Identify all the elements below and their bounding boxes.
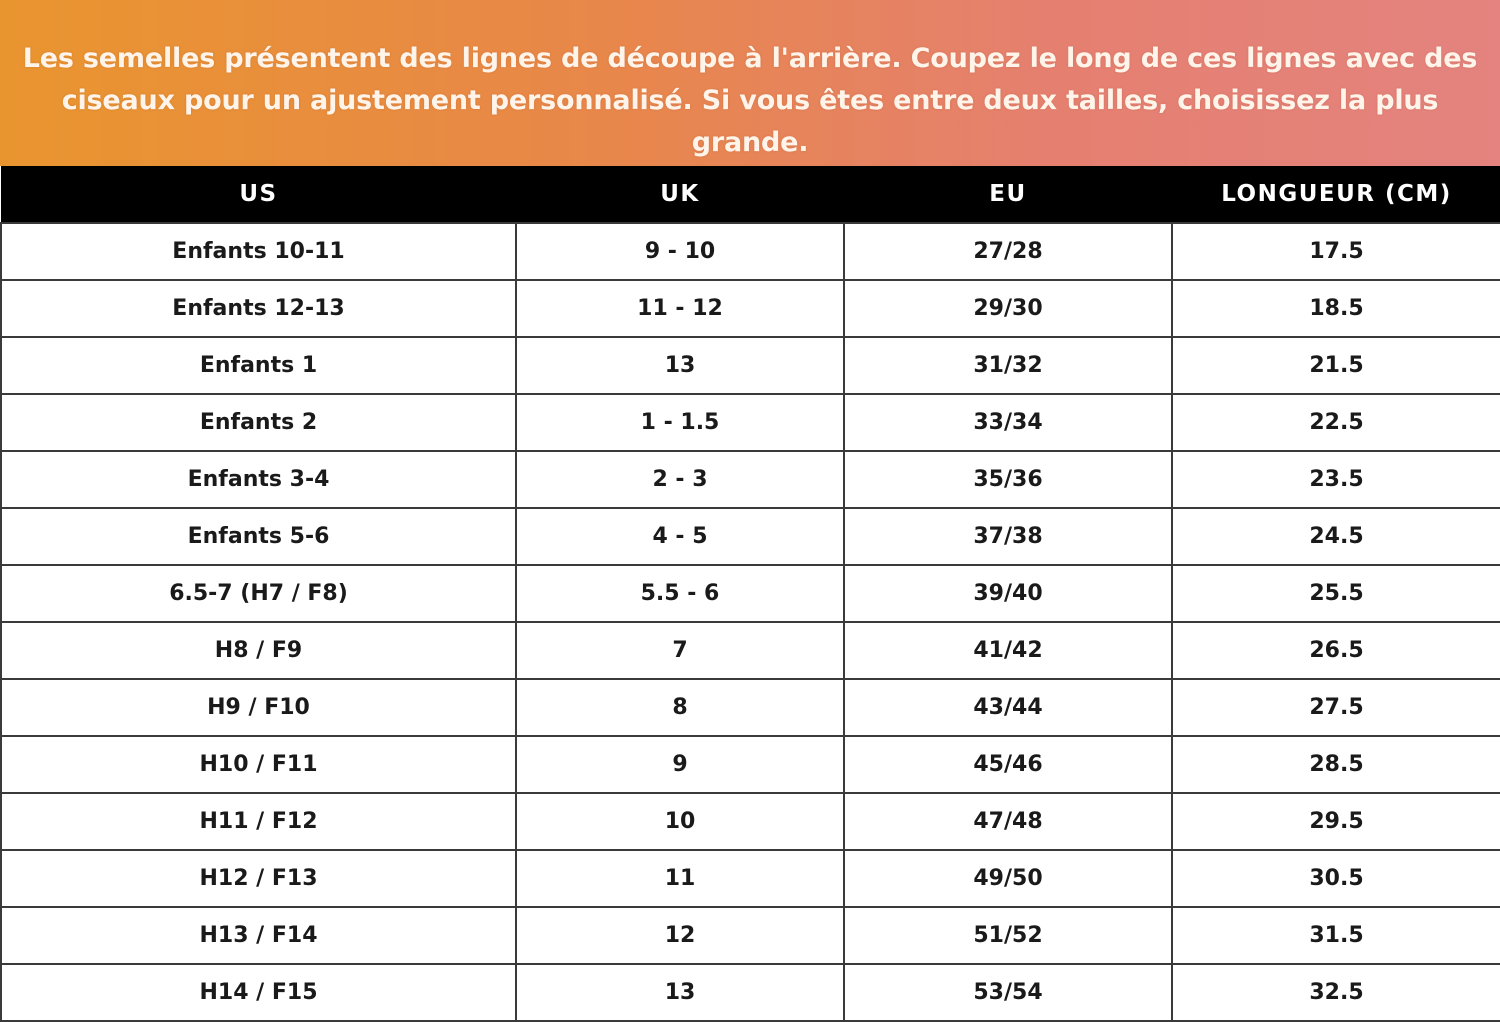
table-row xyxy=(1,223,1500,280)
table-row xyxy=(1,337,1500,394)
cell-eu: 47/48 xyxy=(844,793,1172,850)
cell-eu: 33/34 xyxy=(844,394,1172,451)
cell-us: H14 / F15 xyxy=(1,964,516,1021)
cell-length-cm: 27.5 xyxy=(1172,679,1500,736)
cell-eu: 37/38 xyxy=(844,508,1172,565)
cell-uk: 2 - 3 xyxy=(516,451,844,508)
cell-length-cm: 28.5 xyxy=(1172,736,1500,793)
header-eu: EU xyxy=(844,166,1172,223)
cell-us: H9 / F10 xyxy=(1,679,516,736)
cell-length-cm: 18.5 xyxy=(1172,280,1500,337)
table-row xyxy=(1,622,1500,679)
table-row xyxy=(1,850,1500,907)
cell-us: Enfants 3-4 xyxy=(1,451,516,508)
cell-us: H12 / F13 xyxy=(1,850,516,907)
cell-eu: 31/32 xyxy=(844,337,1172,394)
cell-uk: 7 xyxy=(516,622,844,679)
cell-us: Enfants 1 xyxy=(1,337,516,394)
header-row xyxy=(1,166,1500,223)
cell-uk: 12 xyxy=(516,907,844,964)
cell-uk: 13 xyxy=(516,337,844,394)
cell-uk: 11 - 12 xyxy=(516,280,844,337)
cell-uk: 8 xyxy=(516,679,844,736)
cell-length-cm: 22.5 xyxy=(1172,394,1500,451)
table-row xyxy=(1,394,1500,451)
cell-eu: 35/36 xyxy=(844,451,1172,508)
cell-uk: 9 xyxy=(516,736,844,793)
cell-uk: 11 xyxy=(516,850,844,907)
cell-uk: 5.5 - 6 xyxy=(516,565,844,622)
table-row xyxy=(1,280,1500,337)
table-row xyxy=(1,679,1500,736)
instructions-banner xyxy=(0,0,1500,166)
table-body xyxy=(1,223,1500,1021)
cell-eu: 51/52 xyxy=(844,907,1172,964)
size-chart-table xyxy=(0,166,1500,1022)
table-row xyxy=(1,964,1500,1021)
cell-length-cm: 21.5 xyxy=(1172,337,1500,394)
cell-us: Enfants 5-6 xyxy=(1,508,516,565)
cell-us: H13 / F14 xyxy=(1,907,516,964)
cell-length-cm: 26.5 xyxy=(1172,622,1500,679)
cell-uk: 9 - 10 xyxy=(516,223,844,280)
header-uk: UK xyxy=(516,166,844,223)
table-row xyxy=(1,793,1500,850)
cell-us: H11 / F12 xyxy=(1,793,516,850)
cell-us: 6.5-7 (H7 / F8) xyxy=(1,565,516,622)
cell-us: H10 / F11 xyxy=(1,736,516,793)
cell-eu: 29/30 xyxy=(844,280,1172,337)
cell-length-cm: 32.5 xyxy=(1172,964,1500,1021)
header-length-cm: LONGUEUR (CM) xyxy=(1172,166,1500,223)
cell-uk: 13 xyxy=(516,964,844,1021)
cell-uk: 4 - 5 xyxy=(516,508,844,565)
cell-us: H8 / F9 xyxy=(1,622,516,679)
cell-us: Enfants 12-13 xyxy=(1,280,516,337)
header-us: US xyxy=(1,166,516,223)
cell-us: Enfants 10-11 xyxy=(1,223,516,280)
cell-eu: 41/42 xyxy=(844,622,1172,679)
table-row xyxy=(1,451,1500,508)
cell-uk: 1 - 1.5 xyxy=(516,394,844,451)
cell-length-cm: 31.5 xyxy=(1172,907,1500,964)
cell-eu: 45/46 xyxy=(844,736,1172,793)
cell-length-cm: 24.5 xyxy=(1172,508,1500,565)
cell-length-cm: 23.5 xyxy=(1172,451,1500,508)
table-header xyxy=(1,166,1500,223)
cell-eu: 39/40 xyxy=(844,565,1172,622)
cell-length-cm: 17.5 xyxy=(1172,223,1500,280)
cell-eu: 53/54 xyxy=(844,964,1172,1021)
cell-eu: 43/44 xyxy=(844,679,1172,736)
cell-length-cm: 29.5 xyxy=(1172,793,1500,850)
table-row xyxy=(1,508,1500,565)
instructions-text: Les semelles présentent des lignes de découpe à l'arrière. Coupez le long de ces lignes avec des ciseaux pour un ajustement personnalisé. Si vous êtes entre deux tailles, choisissez la plus grande. xyxy=(22,43,1478,158)
table-row xyxy=(1,907,1500,964)
cell-length-cm: 30.5 xyxy=(1172,850,1500,907)
cell-eu: 27/28 xyxy=(844,223,1172,280)
cell-us: Enfants 2 xyxy=(1,394,516,451)
table-row xyxy=(1,736,1500,793)
cell-eu: 49/50 xyxy=(844,850,1172,907)
cell-uk: 10 xyxy=(516,793,844,850)
cell-length-cm: 25.5 xyxy=(1172,565,1500,622)
table-row xyxy=(1,565,1500,622)
